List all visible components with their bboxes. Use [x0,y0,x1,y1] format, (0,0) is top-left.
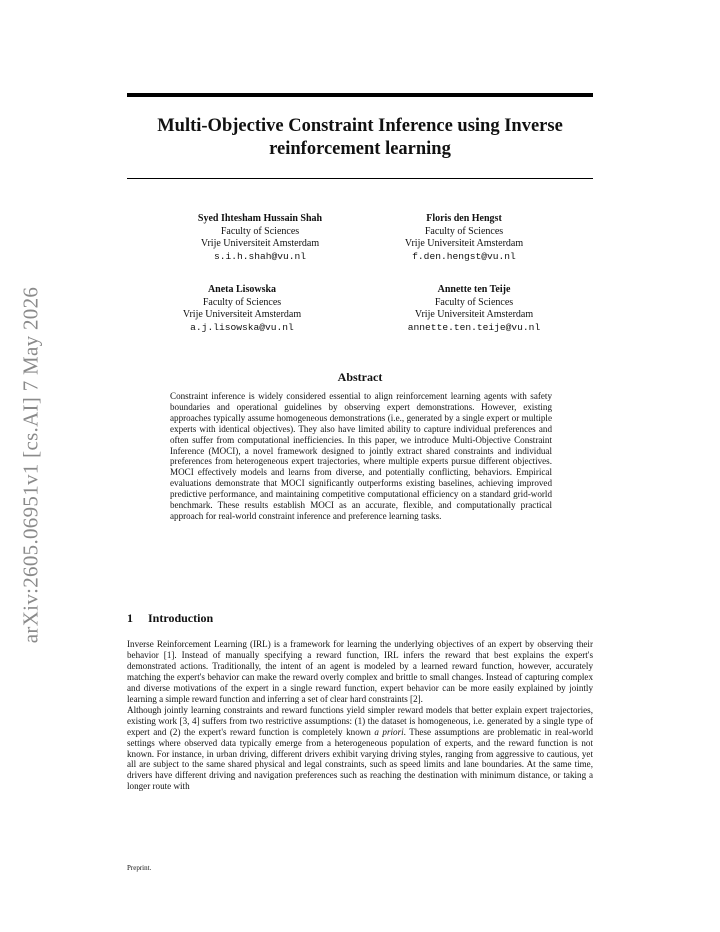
author-institution: Vrije Universiteit Amsterdam [414,309,534,320]
author-email: f.den.hengst@vu.nl [412,250,516,262]
abstract-heading: Abstract [337,370,383,384]
title-top-rule [127,93,593,97]
intro-paragraph-2-part-2: . These assumptions are problematic in real-world settings where observed data typically emerge from a heterogeneous population of experts, and the reward function is not known. For instance, in urban driving, different drivers exhibit varying driving styles, ranging from aggressive to cautious, yet all are subject to the same shared physical and legal constraints, such as speed limits and lane boundaries. At the same time, drivers have different driving and navigation preferences such as reaching the destination with minimum distance, or taking a longer route with [127,726,594,792]
author-block-2 [349,213,579,263]
author-block-1 [145,213,375,263]
author-email: a.j.lisowska@vu.nl [190,321,294,333]
author-institution: Vrije Universiteit Amsterdam [200,238,320,249]
section-number: 1 [127,611,133,625]
author-institution: Vrije Universiteit Amsterdam [404,238,524,249]
section-title: Introduction [148,611,214,625]
author-name: Floris den Hengst [426,213,502,224]
author-department: Faculty of Sciences [220,225,300,237]
title-line-1: Multi-Objective Constraint Inference using Inverse [157,116,563,136]
title-line-2: reinforcement learning [269,139,451,159]
author-institution: Vrije Universiteit Amsterdam [182,309,302,320]
intro-paragraph-1: Inverse Reinforcement Learning (IRL) is a framework for learning the underlying objectives of an expert by observing their behavior [1]. Instead of manually specifying a reward function, IRL infers the reward that best explains the expert's demonstrated actions. Traditionally, the intent of an agent is modeled by a learned reward function, however, accurately matching the expert's behavior can make the reward overly complex and brittle to small changes. Instead of capturing complex and diverse motivations of the expert in a single reward function, expert behavior can be more easily explained by jointly learning a simple reward function and inferring a set of clear hard constraints [2]. [127,639,593,704]
author-email: annette.ten.teije@vu.nl [407,321,541,333]
author-department: Faculty of Sciences [202,296,282,308]
author-department: Faculty of Sciences [434,296,514,308]
abstract-text: Constraint inference is widely considered essential to align reinforcement learning agents with safety boundaries and operational guidelines by observing expert demonstrations. However, existing approaches typically assume homogeneous demonstrations (i.e., generated by a single expert or multiple experts with identical objectives). They also have limited ability to capture individual preferences and often suffer from computational inefficiencies. In this paper, we introduce Multi-Objective Constraint Inference (MOCI), a novel framework designed to jointly extract shared constraints and individual preferences from heterogeneous expert trajectories, where multiple experts pursue different objectives. MOCI effectively models and learns from diverse, and potentially conflicting, behaviors. Empirical evaluations demonstrate that MOCI significantly outperforms existing baselines, achieving improved predictive performance, and maintaining competitive computational efficiency on a standard grid-world benchmark. These results establish MOCI as an accurate, flexible, and computationally practical approach for real-world constraint inference and preference learning tasks. [170,391,552,521]
title-bottom-rule [127,178,593,179]
author-block-4 [359,284,589,334]
intro-paragraph-2-part-1: Although jointly learning constraints and reward functions yield simpler reward models that better explain expert trajectories, existing work [3, 4] suffers from two restrictive assumptions: (1) the dataset is homogeneous, i.e. generated by a single type of expert and (2) the expert's reward function is completely known [127,704,593,737]
intro-paragraph-2 [127,705,593,793]
author-name: Aneta Lisowska [207,284,277,295]
preprint-footer: Preprint. [127,864,152,872]
intro-emphasis: a priori [374,726,404,737]
author-name: Annette ten Teije [437,284,511,295]
paper-title [127,115,593,161]
author-email: s.i.h.shah@vu.nl [213,250,307,262]
author-department: Faculty of Sciences [424,225,504,237]
author-name: Syed Ihtesham Hussain Shah [197,213,323,224]
introduction-body [127,639,593,792]
arxiv-identifier: arXiv:2605.06951v1 [cs.AI] 7 May 2026 [18,286,43,644]
section-heading [127,611,213,626]
author-block-3 [127,284,357,334]
